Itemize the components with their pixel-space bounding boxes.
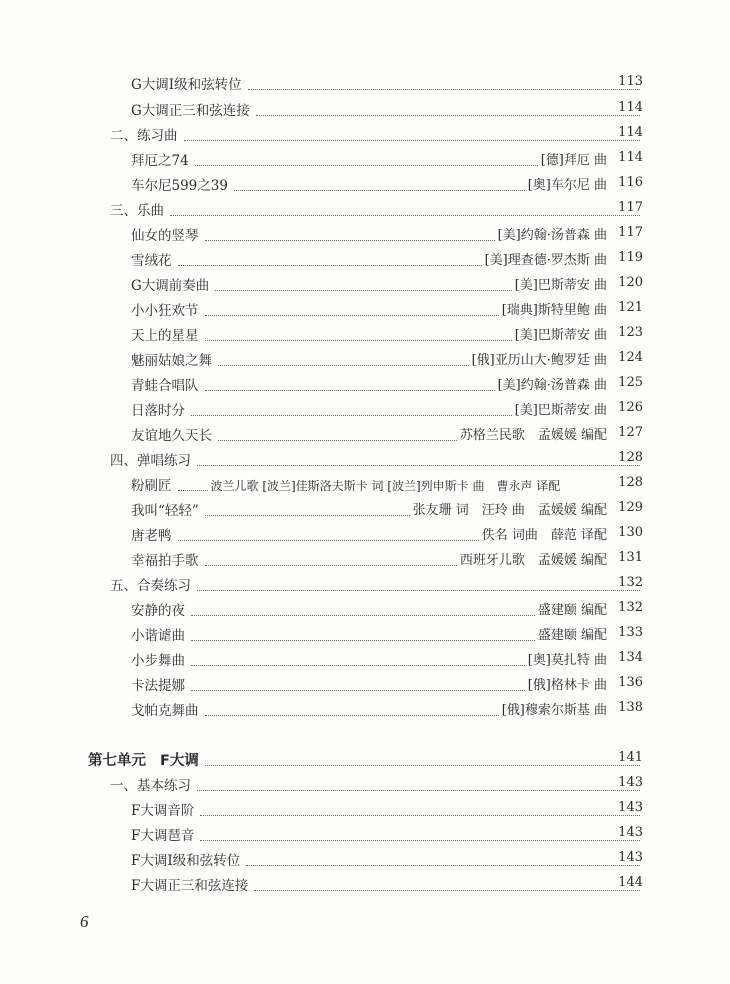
entry-title: 雪绒花 [131,253,172,269]
entry-title: 戈帕克舞曲 [131,703,199,719]
entry-title: 青蛙合唱队 [131,378,199,394]
entry-credit: 盛建颐 编配 [537,603,607,618]
entry-title: 小谐谑曲 [131,628,185,644]
toc-section [110,572,643,594]
page-number: 129 [618,500,643,515]
page-number: 124 [618,350,643,365]
entry-title: G大调正三和弦连接 [131,103,250,119]
page-number: 117 [618,225,643,240]
toc-entry [131,872,643,894]
page-number: 114 [618,150,643,165]
dot-leader [254,889,640,891]
entry-title: 粉刷匠 [131,478,172,494]
toc-entry [131,297,643,319]
page-number: 143 [618,825,643,840]
entry-title: F大调正三和弦连接 [131,878,249,894]
entry-title: 安静的夜 [131,603,185,619]
dot-leader [205,764,640,766]
page-number: 113 [618,74,643,89]
page-number: 141 [618,750,643,765]
entry-title: F大调音阶 [131,803,195,819]
entry-credit: [美]理查德·罗杰斯 曲 [484,253,607,268]
page-number: 133 [618,625,643,640]
dot-leader [215,289,511,291]
page-number: 143 [618,850,643,865]
unit-heading [88,747,643,769]
toc-entry [131,322,643,344]
toc-entry [131,647,643,669]
page-number: 128 [618,450,643,465]
entry-credit: [奥]莫扎特 曲 [527,653,607,668]
dot-leader [205,714,499,716]
dot-leader [234,189,525,191]
toc-entry [131,172,643,194]
entry-credit: [美]约翰·汤普森 曲 [497,228,607,243]
toc-entry [131,497,643,519]
entry-title: 小小狂欢节 [131,303,199,319]
dot-leader [218,364,469,366]
page-number: 128 [618,475,643,490]
page-number: 123 [618,325,643,340]
entry-credit: [奥]车尔尼 曲 [527,178,607,193]
entry-title: 我叫“轻轻” [131,503,199,519]
dot-leader [170,214,640,216]
toc-entry [131,347,643,369]
dot-leader [191,639,535,641]
toc-entry [131,247,643,269]
toc-entry [131,272,643,294]
entry-credit: 佚名 词曲 薛范 译配 [481,528,607,543]
dot-leader [205,339,512,341]
dot-leader [191,689,525,691]
page-number: 143 [618,775,643,790]
dot-leader [256,114,640,116]
page-number: 119 [618,250,643,265]
toc-entry [131,422,643,444]
page-number: 121 [618,300,643,315]
toc-section [110,772,643,794]
page-number: 125 [618,375,643,390]
toc-entry [131,147,643,169]
dot-leader [218,439,457,441]
dot-leader [200,839,640,841]
page-number: 117 [618,200,643,215]
entry-credit: [俄]亚历山大·鲍罗廷 曲 [471,353,607,368]
page-number: 130 [618,525,643,540]
page-number: 126 [618,400,643,415]
dot-leader [205,389,495,391]
dot-leader [248,88,640,90]
entry-title: F大调琶音 [131,828,195,844]
unit-title [88,753,199,769]
entry-title: 拜厄之74 [131,153,189,169]
page-number: 131 [618,550,643,565]
page-number: 132 [618,575,643,590]
toc-entry [131,547,643,569]
toc-section [110,447,643,469]
entry-title: 友谊地久天长 [131,428,212,444]
dot-leader [178,489,208,491]
dot-leader [205,564,457,566]
entry-title: 卡法提娜 [131,678,185,694]
dot-leader [246,864,640,866]
page-number: 134 [618,650,643,665]
section-title: 三、乐曲 [110,203,164,219]
toc-entry [131,597,643,619]
section-title: 二、练习曲 [110,128,178,144]
entry-credit: [瑞典]斯特里鲍 曲 [501,303,607,318]
entry-title: F大调Ⅰ级和弦转位 [131,853,241,869]
toc-entry [131,222,643,244]
entry-credit: 盛建颐 编配 [537,628,607,643]
page-number: 136 [618,675,643,690]
page-number: 132 [618,600,643,615]
entry-credit: 波兰儿歌 [波兰]佳斯洛夫斯卡 词 [波兰]列申斯卡 曲 曹永声 译配 [210,479,561,493]
entry-title: 幸福拍手歌 [131,553,199,569]
entry-title: 小步舞曲 [131,653,185,669]
page-number: 114 [618,100,643,115]
entry-title: 车尔尼599之39 [131,178,228,194]
toc-entry [131,71,643,93]
entry-credit: 张友珊 词 汪玲 曲 孟媛媛 编配 [412,503,607,518]
toc-entry [131,697,643,719]
toc-entry [131,372,643,394]
page-number: 116 [618,175,643,190]
dot-leader [205,239,495,241]
toc-entry [131,622,643,644]
dot-leader [191,664,525,666]
page-number: 120 [618,275,643,290]
dot-leader [191,414,512,416]
dot-leader [205,514,410,516]
entry-title: 天上的星星 [131,328,199,344]
entry-credit: [俄]格林卡 曲 [527,678,607,693]
unit-key: F大调 [160,753,199,769]
dot-leader [195,164,538,166]
entry-credit: [俄]穆索尔斯基 曲 [501,703,607,718]
page-number: 127 [618,425,643,440]
page-number: 143 [618,800,643,815]
entry-credit: [美]巴斯蒂安 曲 [514,403,607,418]
entry-title: G大调Ⅰ级和弦转位 [131,77,242,93]
toc-entry [131,672,643,694]
toc-entry [131,97,643,119]
entry-title: 魅丽姑娘之舞 [131,353,212,369]
page-number: 144 [618,875,643,890]
entry-title: 仙女的竖琴 [131,228,199,244]
dot-leader [178,539,479,541]
toc-entry [131,472,643,494]
dot-leader [197,789,640,791]
section-title: 五、合奏练习 [110,578,191,594]
dot-leader [191,614,535,616]
dot-leader [178,264,482,266]
entry-credit: [美]巴斯蒂安 曲 [514,328,607,343]
toc-section [110,122,643,144]
entry-credit: [美]巴斯蒂安 曲 [514,278,607,293]
toc-entry [131,522,643,544]
entry-title: 日落时分 [131,403,185,419]
page-folio: 6 [80,912,89,931]
dot-leader [184,139,641,141]
toc-entry [131,397,643,419]
section-title: 一、基本练习 [110,778,191,794]
toc-entry [131,822,643,844]
page-number: 138 [618,700,643,715]
unit-label: 第七单元 [88,753,146,769]
toc-section [110,197,643,219]
toc-entry [131,797,643,819]
entry-credit: [美]约翰·汤普森 曲 [497,378,607,393]
entry-credit: 西班牙儿歌 孟媛媛 编配 [459,553,607,568]
entry-credit: [德]拜厄 曲 [540,153,607,168]
entry-title: 唐老鸭 [131,528,172,544]
entry-title: G大调前奏曲 [131,278,210,294]
entry-credit: 苏格兰民歌 孟媛媛 编配 [459,428,607,443]
dot-leader [205,314,499,316]
dot-leader [200,814,640,816]
section-title: 四、弹唱练习 [110,453,191,469]
dot-leader [197,464,640,466]
dot-leader [197,589,640,591]
page-number: 114 [618,125,643,140]
toc-entry [131,847,643,869]
